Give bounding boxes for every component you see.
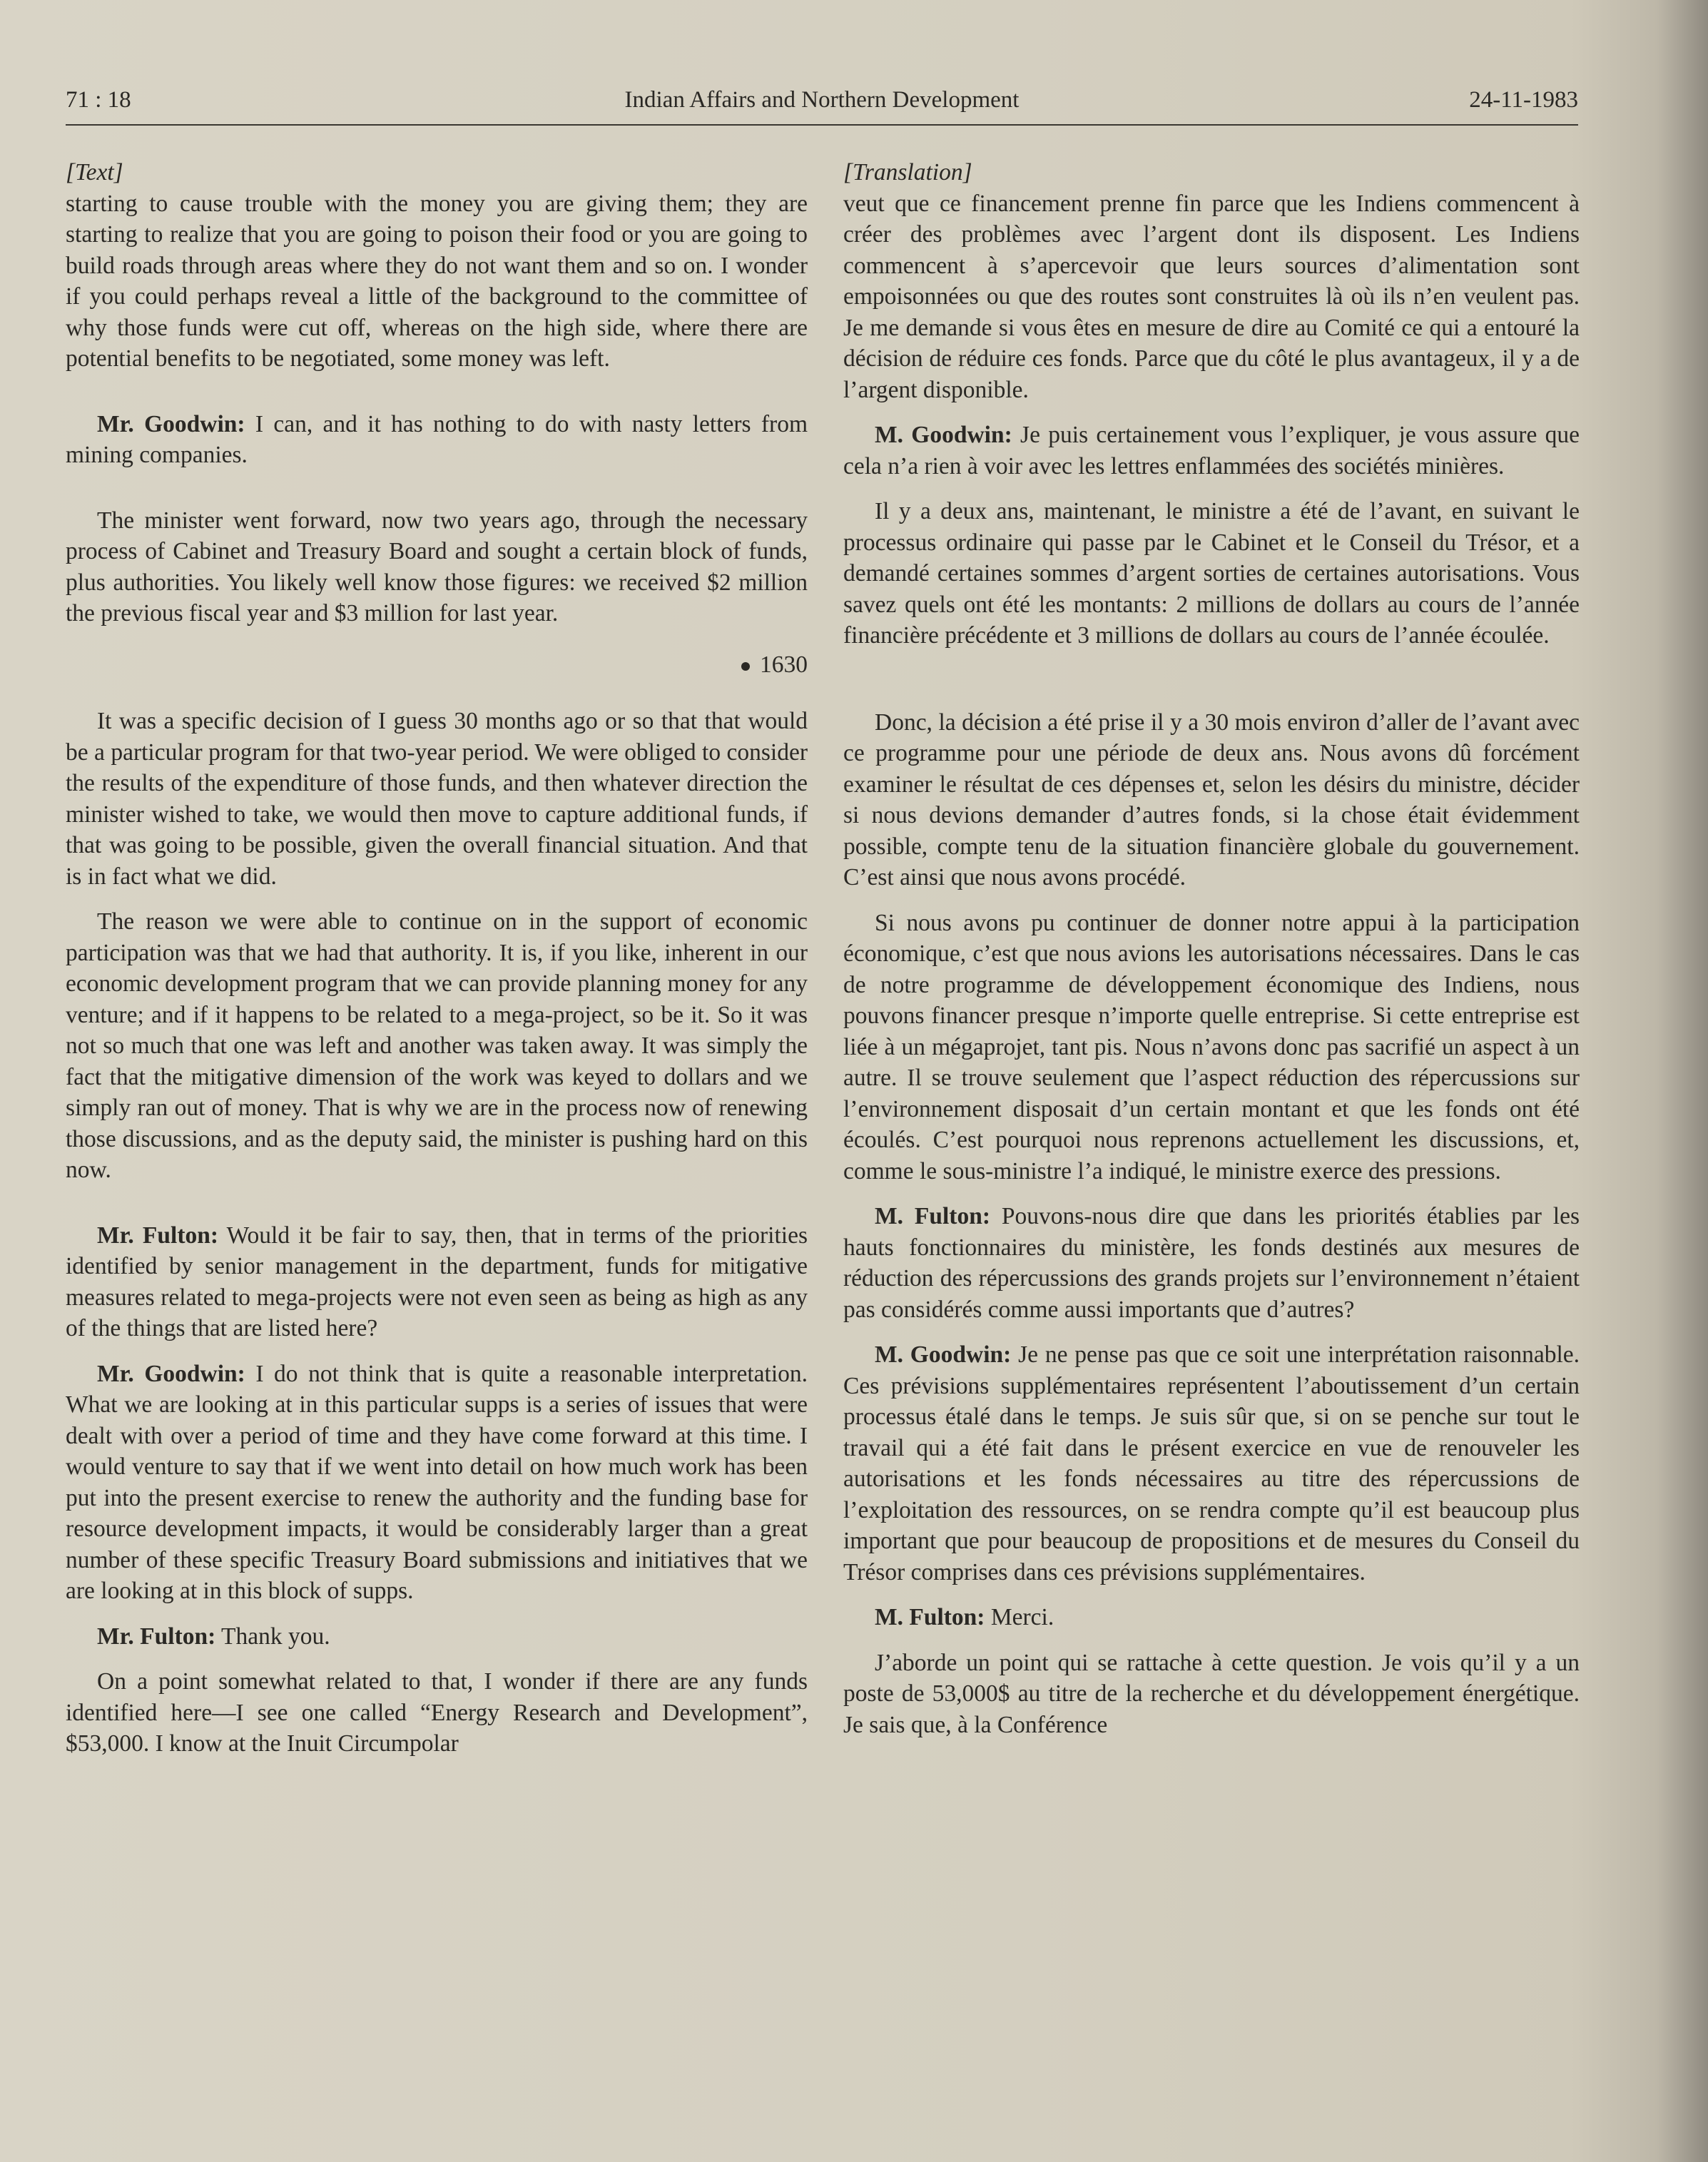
paragraph: The reason we were able to continue on in the support of economic participation was that we had that authority. It is, if you like, inherent in our economic development program that we can provide planning money for any venture; and if it happens to be related to a mega-project, so be it. So it was not so much that one was left and another was taken away. It was simply the fact that the mitigative dimension of the work was keyed to dollars and we simply ran out of money. That is why we are in the process now of renewing those discussions, and as the deputy said, the minister is pushing hard on this now. (66, 908, 808, 1183)
text-tag: [Text] (66, 159, 123, 186)
speech-text: Pouvons-nous dire que dans les priorités établies par les hauts fonctionnaires du ministère, les fonds destinés aux mesures de réduction des répercussions des grands projets sur l’environnement n’étaient pas considérés comme aussi importants que d’autres? (843, 1203, 1580, 1323)
speaker-name: Mr. Fulton: (97, 1623, 216, 1650)
running-header (66, 84, 1578, 126)
paragraph: starting to cause trouble with the money you are giving them; they are starting to realize that you are going to poison their food or you are going to build roads through areas where they do not want them and so on. I wonder if you could perhaps reveal a little of the background to the committee of why those funds were cut off, whereas on the high side, where there are potential benefits to be negotiated, some money was left. (66, 190, 808, 372)
english-column (66, 157, 808, 1760)
translation-tag: [Translation] (843, 159, 972, 186)
speaker-name: M. Goodwin: (875, 422, 1012, 448)
speaker-name: M. Goodwin: (875, 1341, 1012, 1368)
speech-text: Thank you. (215, 1623, 330, 1650)
speaker-name: Mr. Goodwin: (97, 1360, 245, 1387)
french-column (843, 157, 1580, 1740)
page-number: 71 : 18 (66, 87, 131, 113)
paragraph: Donc, la décision a été prise il y a 30 mois environ d’aller de l’avant avec ce programme pour une période de deux ans. Nous avons dû forcément examiner le résultat de ces dépenses et, selon les désirs du ministre, décider si nous devions demander d’autres fonds, si la chose était évidemment possible, compte tenu de la situation financière globale du gouvernement. C’est ainsi que nous avons procédé. (843, 709, 1580, 890)
speech-text: Je puis certainement vous l’expliquer, je vous assure que cela n’a rien à voir avec les lettres enflammées des sociétés minières. (843, 422, 1580, 479)
paragraph: Il y a deux ans, maintenant, le ministre a été de l’avant, en suivant le processus ordinaire qui passe par le Cabinet et le Conseil du Trésor, et a demandé certaines sommes d’argent sorties de certaines autorisations. Vous savez quels ont été les montants: 2 millions de dollars au cours de l’année financière précédente et 3 millions de dollars au cours de l’année écoulée. (843, 498, 1580, 649)
paragraph (843, 1201, 1580, 1325)
bullet-icon (741, 662, 750, 671)
speech-text: I do not think that is quite a reasonable interpretation. What we are looking at in this particular supps is a series of issues that were dealt with over a period of time and they have come forward at this time. I would venture to say that if we went into detail on how much work has been put into the present exercise to renew the authority and the funding base for resource development impacts, it would be considerably larger than a great number of these specific Treasury Board submissions and initiatives that we are looking at in this block of supps. (66, 1360, 808, 1604)
paragraph: It was a specific decision of I guess 30 months ago or so that that would be a particular program for that two-year period. We were obliged to consider the results of the expenditure of those funds, and then whatever direction the minister wished to take, we would then move to capture additional funds, if that was going to be possible, given the overall financial situation. And that is in fact what we did. (66, 708, 808, 890)
speaker-name: Mr. Goodwin: (97, 410, 245, 437)
paragraph (66, 409, 808, 471)
paragraph (66, 1359, 808, 1607)
speaker-name: M. Fulton: (875, 1604, 985, 1630)
time-marker (66, 649, 808, 681)
paragraph (843, 1339, 1580, 1588)
paragraph: Si nous avons pu continuer de donner notre appui à la participation économique, c’est que nous avions les autorisations nécessaires. Dans le cas de notre programme de développement économique des Indiens, nous pouvons financer presque n’importe quelle entreprise. Si cette entreprise est liée à un mégaprojet, tant pis. Nous n’avons donc pas sacrifié un aspect à un autre. Il se trouve seulement que l’aspect réduction des répercussions sur l’environnement disposait d’un certain montant et que les fonds ont été écoulés. C’est pourquoi nous reprenons actuellement les discussions, et, comme le sous-ministre l’a indiqué, le ministre exerce des pressions. (843, 909, 1580, 1184)
header-date: 24-11-1983 (1469, 87, 1578, 113)
speech-text: I can, and it has nothing to do with nasty letters from mining companies. (66, 410, 808, 468)
paragraph (66, 1220, 808, 1344)
paragraph (66, 1621, 808, 1653)
paragraph: On a point somewhat related to that, I wonder if there are any funds identified here—I see one called “Energy Research and Development”, $53,000. I know at the Inuit Circumpolar (66, 1668, 808, 1757)
publication-title: Indian Affairs and Northern Development (624, 87, 1020, 113)
paragraph (843, 420, 1580, 482)
paragraph: The minister went forward, now two years ago, through the necessary process of Cabinet and Treasury Board and sought a certain block of funds, plus authorities. You likely well know those figures: we received $2 million the previous fiscal year and $3 million for last year. (66, 507, 808, 626)
time-marker-text: 1630 (760, 651, 808, 678)
speech-text: Merci. (985, 1604, 1054, 1630)
paragraph: veut que ce financement prenne fin parce que les Indiens commencent à créer des problèmes avec l’argent dont ils disposent. Les Indiens commencent à s’apercevoir que leurs sources d’alimentation sont empoisonnées ou que des routes sont construites là où ils n’en veulent pas. Je me demande si vous êtes en mesure de dire au Comité ce qui a entouré la décision de réduire ces fonds. Parce que du côté le plus avantageux, il y a de l’argent disponible. (843, 190, 1580, 403)
paragraph: J’aborde un point qui se rattache à cette question. Je vois qu’il y a un poste de 53,000$ au titre de la recherche et du développement énergétique. Je sais que, à la Conférence (843, 1649, 1580, 1738)
speech-text: Would it be fair to say, then, that in terms of the priorities identified by senior management in the department, funds for mitigative measures related to mega-projects were not even seen as being as high as any of the things that are listed here? (66, 1222, 808, 1341)
speaker-name: M. Fulton: (875, 1203, 990, 1229)
paragraph (843, 1602, 1580, 1633)
speaker-name: Mr. Fulton: (97, 1222, 219, 1249)
speech-text: Je ne pense pas que ce soit une interprétation raisonnable. Ces prévisions supplémentaires représentent l’aboutissement d’un certain processus étalé dans le temps. Je suis sûr que, si on se penche sur tout le travail qui a été fait dans le présent exercice en vue de renouveler les autorisations et les fonds nécessaires au titre des répercussions de l’exploitation des ressources, on se rendra compte qu’il est beaucoup plus important que pour beaucoup de propositions et de mesures du Conseil du Trésor comprises dans ces prévisions supplémentaires. (843, 1341, 1580, 1585)
